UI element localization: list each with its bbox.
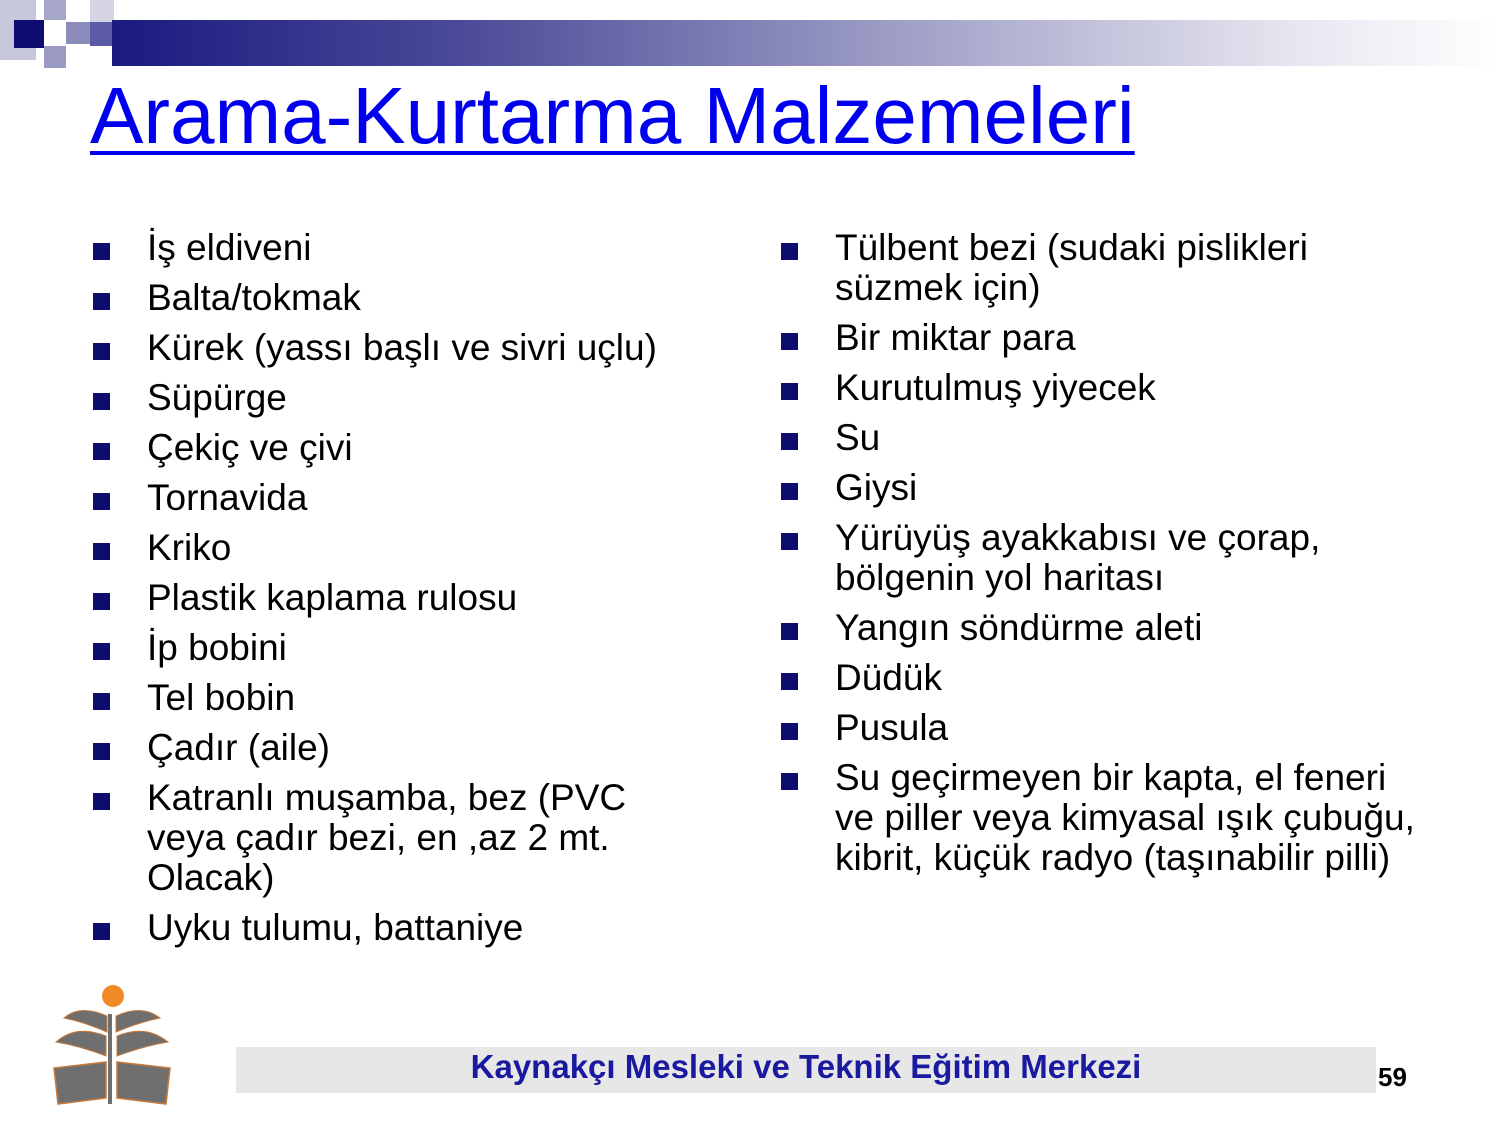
square-bullet-icon	[93, 793, 110, 810]
list-item-text: Su geçirmeyen bir kapta, el feneri ve piller veya kimyasal ışık çubuğu, kibrit, küçük radyo (taşınabilir pilli)	[835, 757, 1415, 878]
slide-title: Arama-Kurtarma Malzemeleri	[90, 71, 1135, 160]
list-item-text: Kurutulmuş yiyecek	[835, 367, 1156, 408]
list-item-text: Bir miktar para	[835, 317, 1076, 358]
list-item	[780, 418, 1480, 458]
square-bullet-icon	[93, 293, 110, 310]
square-bullet-icon	[781, 723, 798, 740]
square-bullet-icon	[93, 643, 110, 660]
list-item	[780, 228, 1380, 308]
list-item-text: Kürek (yassı başlı ve sivri uçlu)	[147, 327, 657, 368]
square-bullet-icon	[93, 743, 110, 760]
list-item	[92, 228, 752, 268]
square-bullet-icon	[781, 533, 798, 550]
list-item	[92, 378, 752, 418]
square-bullet-icon	[93, 343, 110, 360]
square-bullet-icon	[93, 393, 110, 410]
list-item	[780, 608, 1480, 648]
list-item-text: Çekiç ve çivi	[147, 427, 353, 468]
footer-institution-name: Kaynakçı Mesleki ve Teknik Eğitim Merkezi	[470, 1048, 1142, 1085]
square-bullet-icon	[781, 383, 798, 400]
list-item	[780, 708, 1480, 748]
list-item	[780, 518, 1395, 598]
list-item-text: Pusula	[835, 707, 949, 748]
list-item	[92, 678, 752, 718]
list-item-text: İp bobini	[147, 627, 287, 668]
list-item-text: Plastik kaplama rulosu	[147, 577, 518, 618]
list-item	[92, 428, 752, 468]
list-item	[780, 758, 1425, 878]
list-item	[92, 478, 752, 518]
list-item	[92, 328, 752, 368]
list-item-text: Kriko	[147, 527, 232, 568]
list-item-text: Balta/tokmak	[147, 277, 361, 318]
list-item-text: Süpürge	[147, 377, 287, 418]
list-item	[92, 278, 752, 318]
list-item-text: Uyku tulumu, battaniye	[147, 907, 524, 948]
list-item-text: Giysi	[835, 467, 918, 508]
left-item-list	[92, 228, 752, 958]
list-item	[92, 728, 752, 768]
square-bullet-icon	[781, 243, 798, 260]
list-item	[92, 628, 752, 668]
list-item-text: Yürüyüş ayakkabısı ve çorap, bölgenin yol haritası	[835, 517, 1321, 598]
square-bullet-icon	[93, 243, 110, 260]
list-item	[780, 658, 1480, 698]
right-item-list	[780, 228, 1480, 888]
list-item	[780, 368, 1480, 408]
book-sprout-logo-icon	[50, 984, 176, 1108]
list-item	[92, 778, 692, 898]
list-item	[780, 318, 1480, 358]
square-bullet-icon	[93, 693, 110, 710]
list-item-text: Düdük	[835, 657, 942, 698]
list-item-text: Tornavida	[147, 477, 308, 518]
list-item-text: Tel bobin	[147, 677, 296, 718]
list-item-text: Katranlı muşamba, bez (PVC veya çadır bezi, en ,az 2 mt. Olacak)	[147, 777, 627, 898]
list-item-text: Çadır (aile)	[147, 727, 330, 768]
page-number: 59	[1378, 1062, 1407, 1092]
list-item-text: Tülbent bezi (sudaki pislikleri süzmek için)	[835, 227, 1308, 308]
square-bullet-icon	[93, 443, 110, 460]
list-item-text: Su	[835, 417, 881, 458]
square-bullet-icon	[781, 623, 798, 640]
list-item	[92, 908, 752, 948]
list-item-text: Yangın söndürme aleti	[835, 607, 1203, 648]
square-bullet-icon	[781, 333, 798, 350]
list-item	[92, 578, 752, 618]
square-bullet-icon	[93, 593, 110, 610]
header-gradient-bar	[112, 20, 1500, 66]
square-bullet-icon	[781, 483, 798, 500]
square-bullet-icon	[781, 773, 798, 790]
square-bullet-icon	[93, 493, 110, 510]
square-bullet-icon	[93, 923, 110, 940]
square-bullet-icon	[781, 673, 798, 690]
list-item-text: İş eldiveni	[147, 227, 312, 268]
list-item	[780, 468, 1480, 508]
square-bullet-icon	[93, 543, 110, 560]
list-item	[92, 528, 752, 568]
square-bullet-icon	[781, 433, 798, 450]
